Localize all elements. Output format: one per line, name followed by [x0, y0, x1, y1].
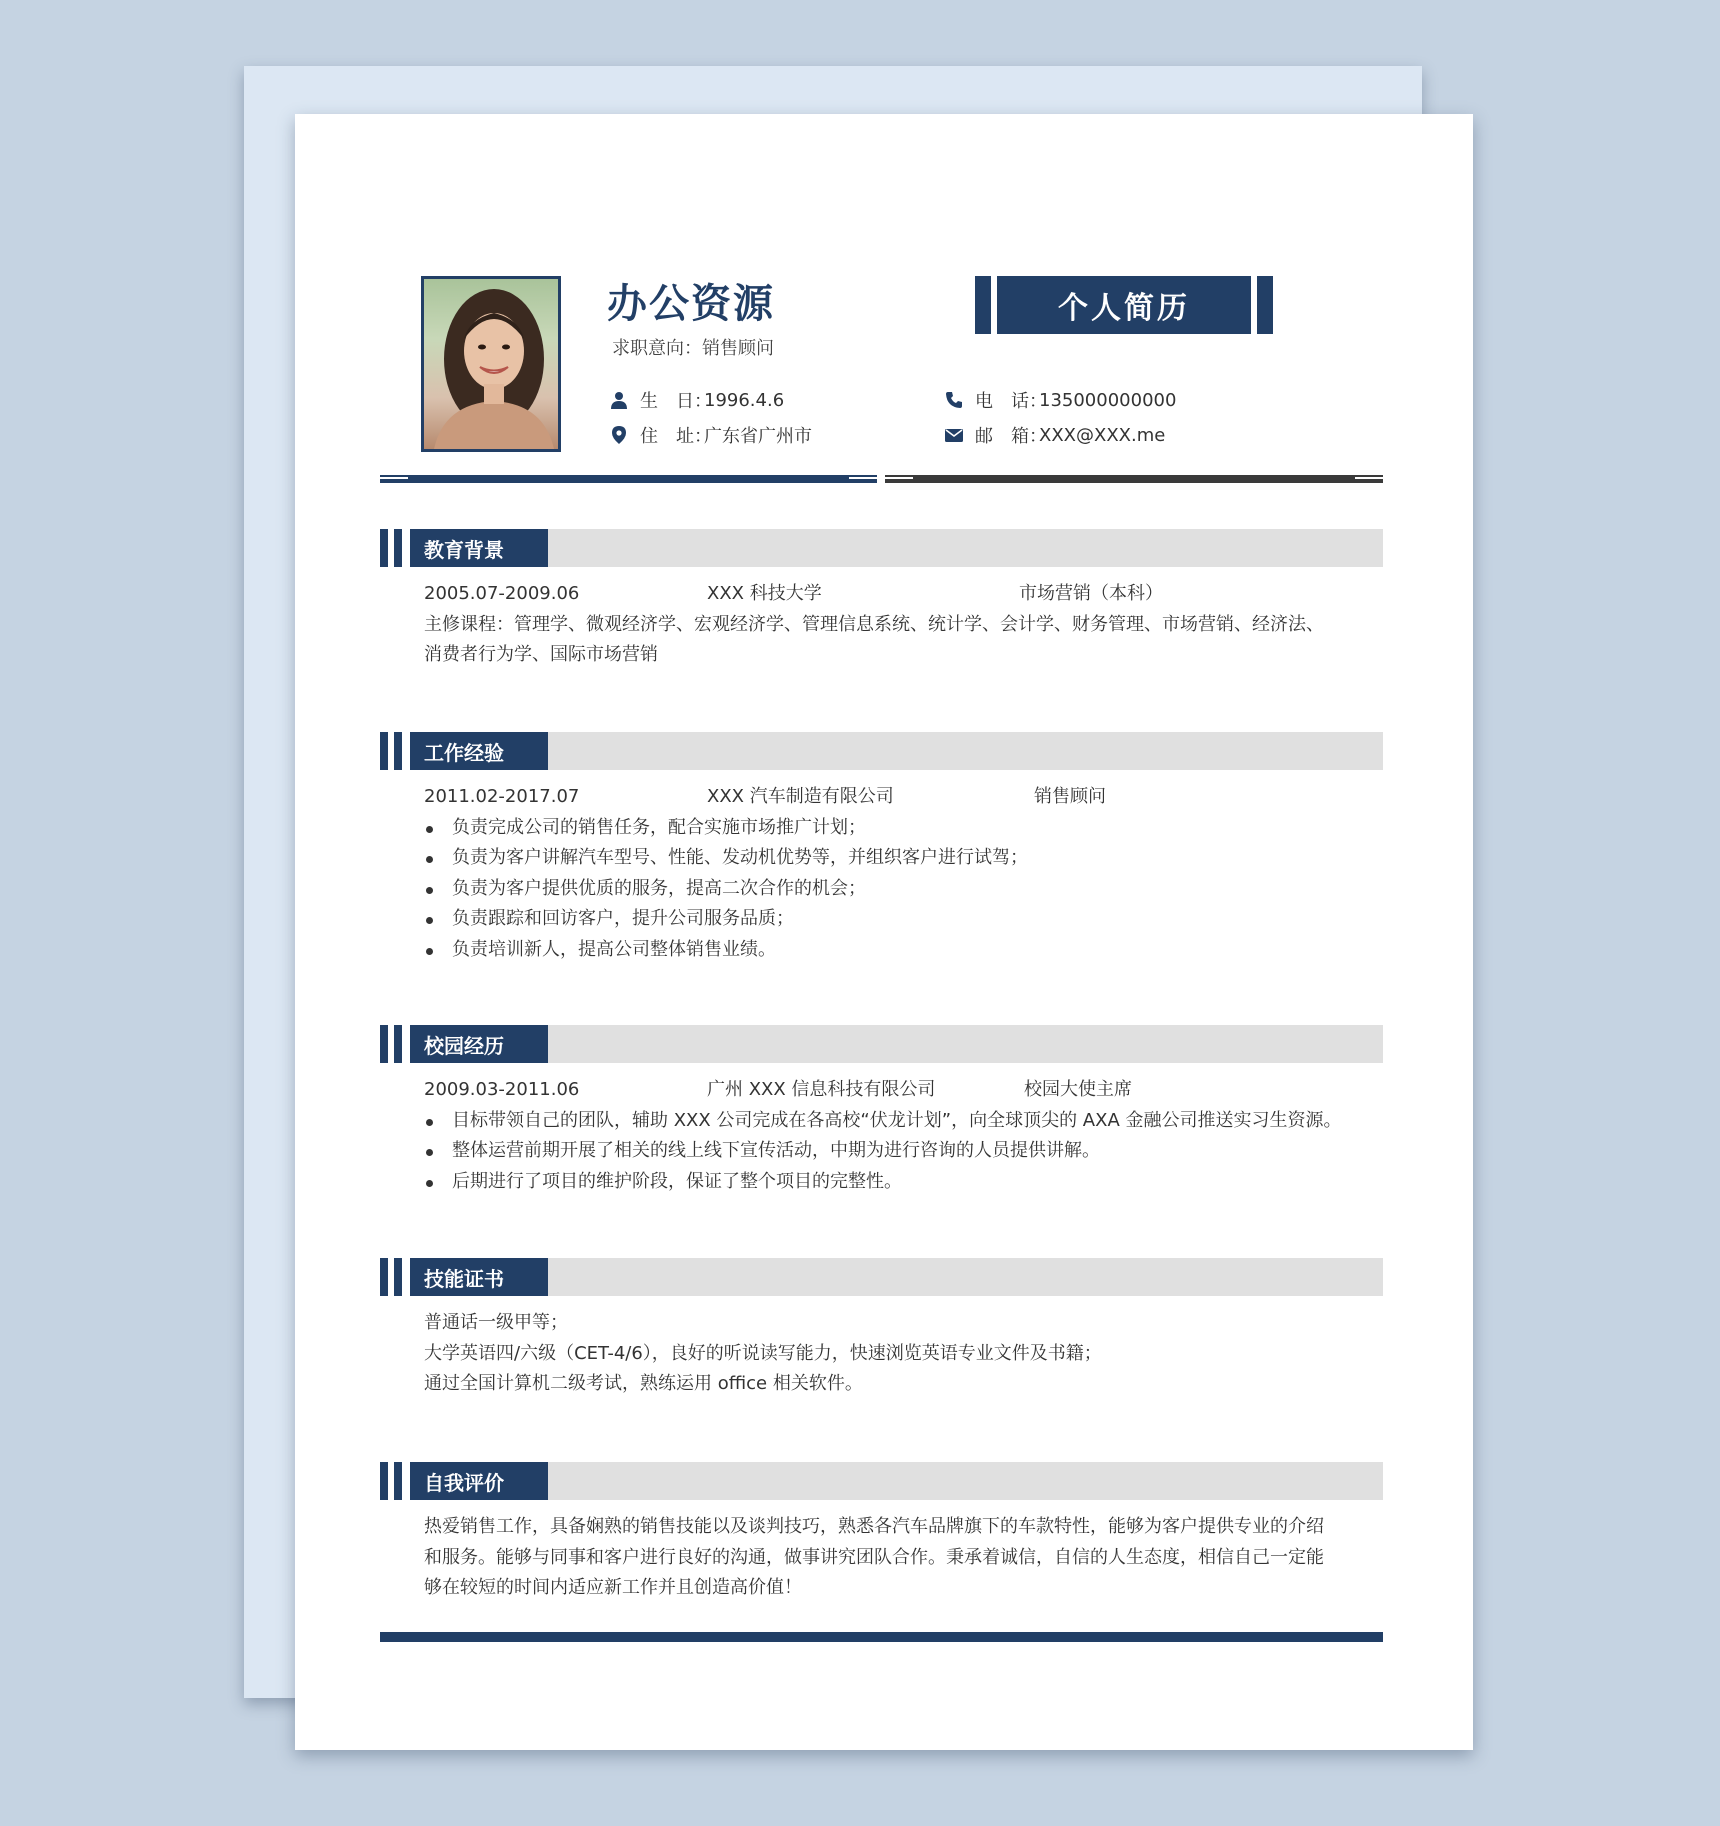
applicant-name: 办公资源: [607, 281, 775, 327]
work-section: [380, 732, 1383, 965]
work-position: 销售顾问: [1034, 786, 1106, 807]
list-item: 整体运营前期开展了相关的线上线下宣传活动，中期为进行咨询的人员提供讲解。: [424, 1136, 1383, 1167]
address-label: 住 址：: [640, 426, 712, 447]
divider-notch: [380, 477, 408, 479]
campus-row: [424, 1075, 1383, 1106]
skills-section: [380, 1258, 1383, 1400]
section-stripe: [394, 732, 402, 770]
education-heading: 教育背景: [410, 529, 548, 567]
address-value: 广东省广州市: [704, 426, 812, 447]
divider-notch: [849, 477, 877, 479]
campus-company: 广州 XXX 信息科技有限公司: [707, 1079, 936, 1100]
campus-body: [380, 1063, 1383, 1197]
address-row: [610, 422, 812, 448]
section-band: [548, 1258, 1383, 1296]
header-divider-left: [380, 475, 877, 483]
divider-notch: [885, 477, 913, 479]
email-value: XXX@XXX.me: [1039, 424, 1166, 446]
list-item: 负责跟踪和回访客户，提升公司服务品质；: [424, 904, 1383, 935]
phone-label: 电 话：: [975, 391, 1047, 412]
section-stripe: [380, 529, 388, 567]
self-evaluation-section: [380, 1462, 1383, 1604]
email-row: [945, 422, 1165, 448]
list-item: 负责为客户提供优质的服务，提高二次合作的机会；: [424, 874, 1383, 905]
section-stripe: [394, 529, 402, 567]
work-duties: [424, 813, 1383, 966]
work-row: [424, 782, 1383, 813]
section-stripe: [394, 1258, 402, 1296]
work-period: 2011.02-2017.07: [424, 786, 580, 807]
list-item: 后期进行了项目的维护阶段，保证了整个项目的完整性。: [424, 1167, 1383, 1198]
birth-label: 生 日：: [640, 391, 712, 412]
education-row: [424, 579, 1383, 610]
skill-line: 通过全国计算机二级考试，熟练运用 office 相关软件。: [424, 1373, 863, 1394]
birth-row: [610, 387, 784, 413]
section-header: [380, 732, 1383, 770]
section-stripe: [380, 1025, 388, 1063]
section-header: [380, 529, 1383, 567]
section-stripe: [394, 1025, 402, 1063]
section-stripe: [380, 1462, 388, 1500]
education-courses: 主修课程：管理学、微观经济学、宏观经济学、管理信息系统、统计学、会计学、财务管理、市场营销、经济法、消费者行为学、国际市场营销: [424, 613, 1324, 665]
resume-title: 个人简历: [997, 276, 1251, 334]
header-divider-right: [885, 475, 1383, 483]
skills-heading: 技能证书: [410, 1258, 548, 1296]
list-item: 负责完成公司的销售任务，配合实施市场推广计划；: [424, 813, 1383, 844]
list-item: 负责为客户讲解汽车型号、性能、发动机优势等，并组织客户进行试驾；: [424, 843, 1383, 874]
education-period: 2005.07-2009.06: [424, 583, 580, 604]
section-stripe: [394, 1462, 402, 1500]
section-header: [380, 1025, 1383, 1063]
campus-heading: 校园经历: [410, 1025, 548, 1063]
footer-bar: [380, 1632, 1383, 1642]
education-school: XXX 科技大学: [707, 583, 822, 604]
self-evaluation-text: 热爱销售工作，具备娴熟的销售技能以及谈判技巧，熟悉各汽车品牌旗下的车款特性，能够为客户提供专业的介绍和服务。能够与同事和客户进行良好的沟通，做事讲究团队合作。秉承着诚信，自信的人生态度，相信自己一定能够在较短的时间内适应新工作并且创造高价值！: [424, 1516, 1324, 1598]
work-company: XXX 汽车制造有限公司: [707, 786, 894, 807]
person-icon: [610, 391, 628, 409]
phone-value: 135000000000: [1039, 389, 1177, 411]
section-stripe: [380, 1258, 388, 1296]
mail-icon: [945, 426, 963, 444]
section-band: [548, 732, 1383, 770]
birth-value: 1996.4.6: [704, 389, 785, 411]
title-bar-right: [1257, 276, 1273, 334]
self-evaluation-heading: 自我评价: [410, 1462, 548, 1500]
self-evaluation-body: [380, 1500, 1383, 1604]
profile-photo: [421, 276, 561, 452]
job-intent: 求职意向：销售顾问: [612, 338, 774, 359]
campus-section: [380, 1025, 1383, 1197]
section-band: [548, 1462, 1383, 1500]
campus-period: 2009.03-2011.06: [424, 1079, 580, 1100]
section-header: [380, 1258, 1383, 1296]
list-item: 目标带领自己的团队，辅助 XXX 公司完成在各高校“伏龙计划”，向全球顶尖的 AXA 金融公司推送实习生资源。: [424, 1106, 1383, 1137]
section-band: [548, 529, 1383, 567]
resume-page: [295, 114, 1473, 1750]
resume-content: [380, 224, 1383, 1644]
portrait-illustration: [424, 279, 558, 449]
skills-body: [380, 1296, 1383, 1400]
title-bar-left: [975, 276, 991, 334]
email-label: 邮 箱：: [975, 426, 1047, 447]
education-major: 市场营销（本科）: [1019, 583, 1163, 604]
divider-notch: [1355, 477, 1383, 479]
work-body: [380, 770, 1383, 965]
location-icon: [610, 426, 628, 444]
skill-line: 普通话一级甲等；: [424, 1312, 568, 1333]
education-body: [380, 567, 1383, 671]
section-band: [548, 1025, 1383, 1063]
campus-position: 校园大使主席: [1024, 1079, 1132, 1100]
skill-line: 大学英语四/六级（CET-4/6），良好的听说读写能力，快速浏览英语专业文件及书籍；: [424, 1342, 1102, 1364]
phone-row: [945, 387, 1176, 413]
section-stripe: [380, 732, 388, 770]
resume-title-box: [975, 276, 1273, 334]
list-item: 负责培训新人，提高公司整体销售业绩。: [424, 935, 1383, 966]
work-heading: 工作经验: [410, 732, 548, 770]
campus-activities: [424, 1106, 1383, 1198]
section-header: [380, 1462, 1383, 1500]
education-section: [380, 529, 1383, 671]
phone-icon: [945, 391, 963, 409]
